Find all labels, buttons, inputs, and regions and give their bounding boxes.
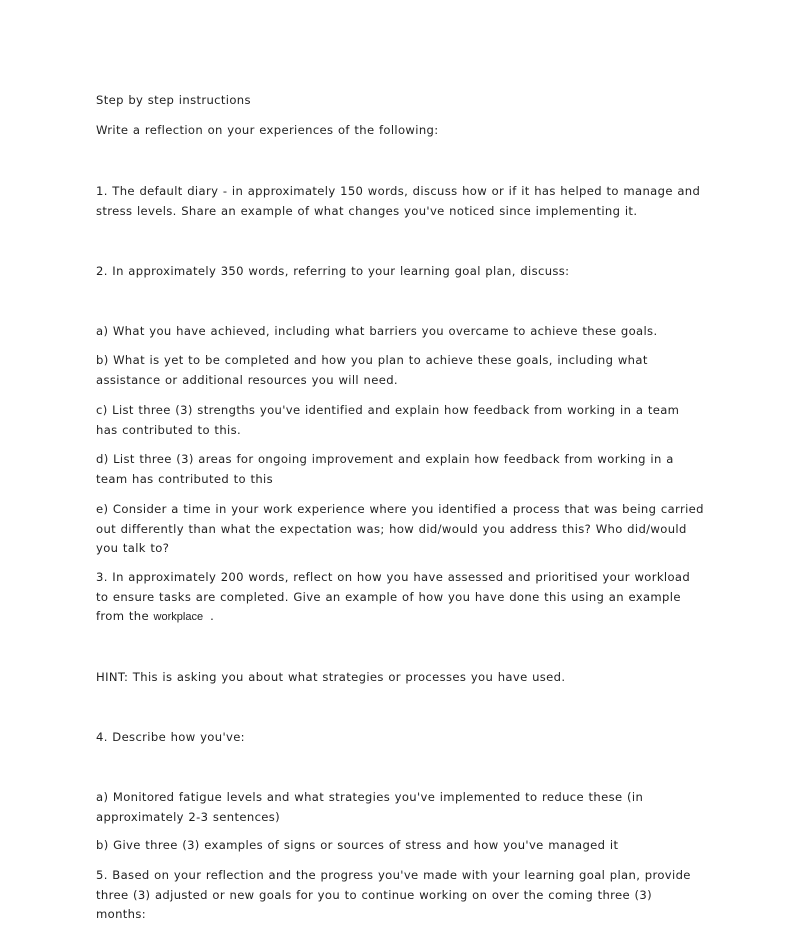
hint-text: HINT: This is asking you about what strategies or processes you have used.: [96, 670, 566, 684]
instructions-heading: Step by step instructions: [96, 93, 251, 107]
question-2: 2. In approximately 350 words, referring to your learning goal plan, discuss:: [96, 264, 570, 278]
question-4b: b) Give three (3) examples of signs or sources of stress and how you've managed it: [96, 838, 619, 852]
intro-text: Write a reflection on your experiences of the following:: [96, 123, 439, 137]
question-2e: e) Consider a time in your work experience where you identified a process that was being carried out differently than what the expectation was; how did/would you address this? Who did/would you talk to?: [96, 502, 704, 555]
question-3: [96, 568, 704, 628]
question-4a: a) Monitored fatigue levels and what strategies you've implemented to reduce these (in approximately 2-3 sentences): [96, 790, 644, 824]
question-2c: c) List three (3) strengths you've identified and explain how feedback from working in a team has contributed to this.: [96, 403, 680, 437]
question-3-tail-word: workplace: [153, 611, 204, 623]
question-1: 1. The default diary - in approximately 150 words, discuss how or if it has helped to manage and stress levels. Share an example of what changes you've noticed since implementing it.: [96, 184, 701, 218]
question-2b: b) What is yet to be completed and how you plan to achieve these goals, including what assistance or additional resources you will need.: [96, 353, 648, 387]
question-4: 4. Describe how you've:: [96, 730, 245, 744]
question-3-text: 3. In approximately 200 words, reflect on how you have assessed and prioritised your workload to ensure tasks are completed. Give an example of how you have done this using an example from the: [96, 570, 691, 623]
question-2d: d) List three (3) areas for ongoing improvement and explain how feedback from working in a team has contributed to this: [96, 452, 674, 486]
question-2a: a) What you have achieved, including what barriers you overcame to achieve these goals.: [96, 324, 658, 338]
question-3-tail-punct: .: [210, 609, 215, 623]
question-5: 5. Based on your reflection and the progress you've made with your learning goal plan, provide three (3) adjusted or new goals for you to continue working on over the coming three (3) months:: [96, 868, 691, 921]
